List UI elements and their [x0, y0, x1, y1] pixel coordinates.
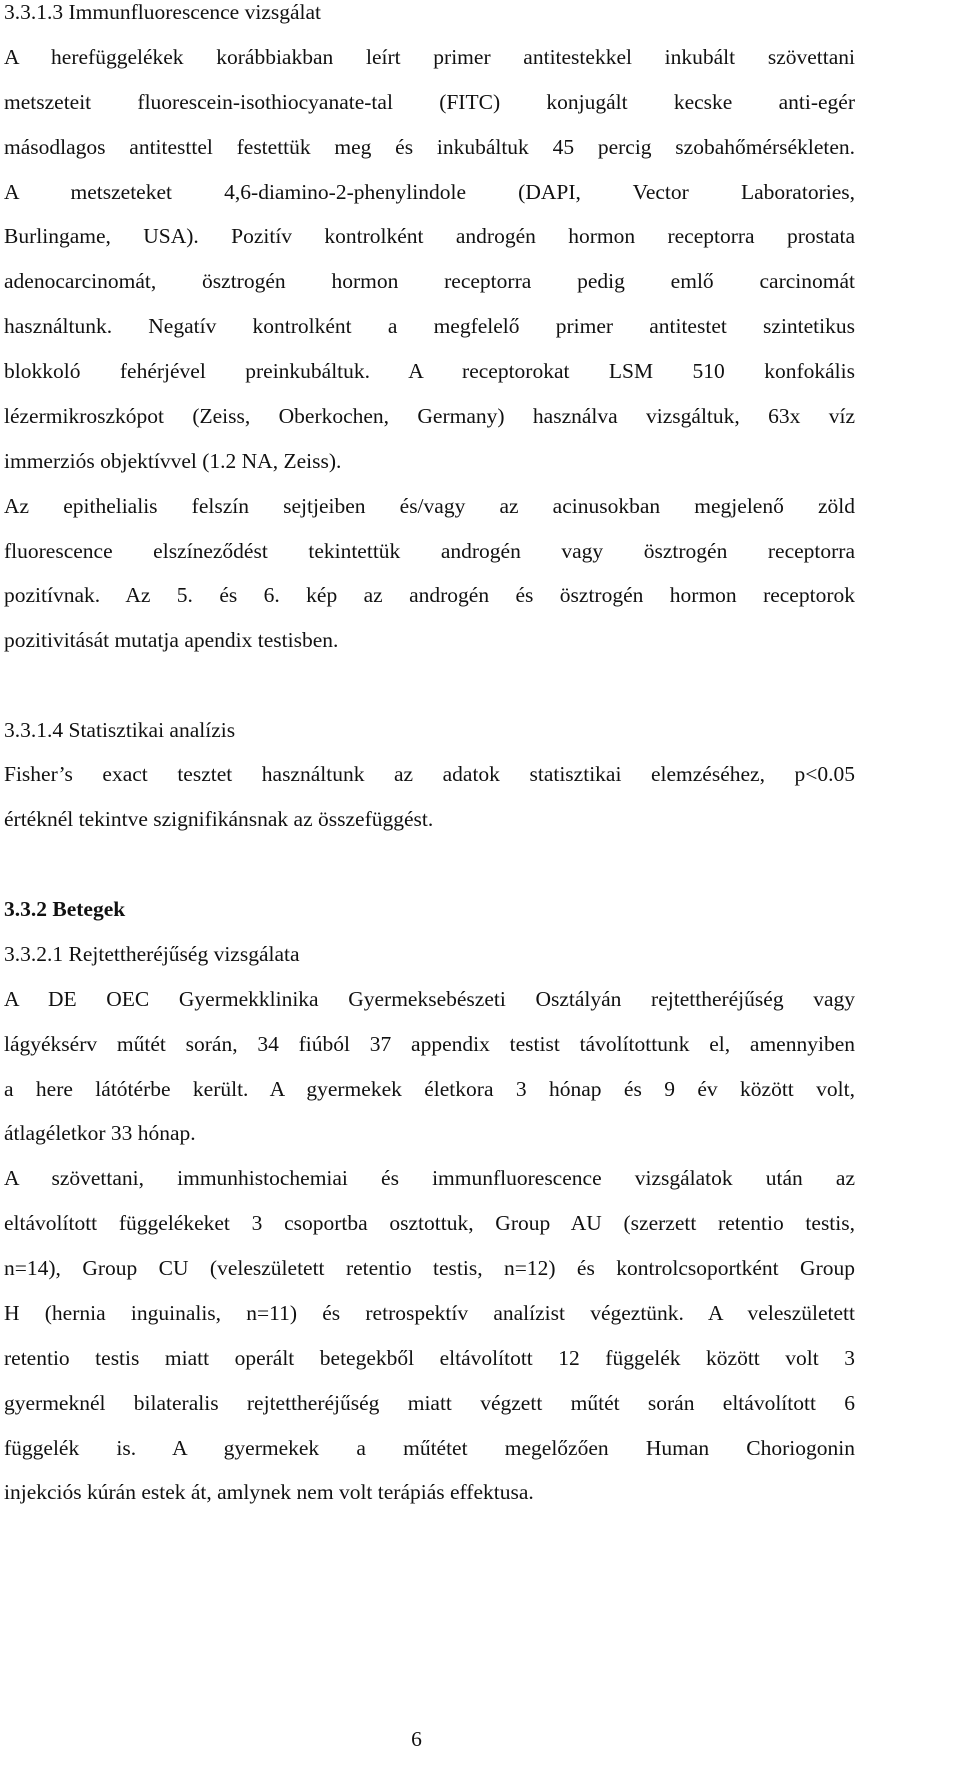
paragraph-line: A DE OEC Gyermekklinika Gyermeksebészeti Osztályán rejtettheréjűség vagy — [4, 987, 855, 1011]
paragraph-line: lágyéksérv műtét során, 34 fiúból 37 appendix testist távolítottunk el, amennyiben — [4, 1032, 855, 1056]
paragraph-line: másodlagos antitesttel festettük meg és inkubáltuk 45 percig szobahőmérsékleten. — [4, 135, 855, 159]
paragraph-line: fluorescence elszíneződést tekintettük androgén vagy ösztrogén receptorra — [4, 539, 855, 563]
paragraph-line: Az epithelialis felszín sejtjeiben és/vagy az acinusokban megjelenő zöld — [4, 494, 855, 518]
paragraph-line: Fisher’s exact tesztet használtunk az adatok statisztikai elemzéséhez, p<0.05 — [4, 762, 855, 786]
paragraph-line: metszeteit fluorescein-isothiocyanate-tal (FITC) konjugált kecske anti-egér — [4, 90, 855, 114]
paragraph-line: A herefüggelékek korábbiakban leírt primer antitestekkel inkubált szövettani — [4, 45, 855, 69]
paragraph-line: pozitívnak. Az 5. és 6. kép az androgén és ösztrogén hormon receptorok — [4, 583, 855, 607]
paragraph-line: adenocarcinomát, ösztrogén hormon receptorra pedig emlő carcinomát — [4, 269, 855, 293]
section-heading-statistics: 3.3.1.4 Statisztikai analízis — [4, 718, 236, 742]
paragraph-line: H (hernia inguinalis, n=11) és retrospektív analízist végeztünk. A veleszületett — [4, 1301, 855, 1325]
paragraph-line: A szövettani, immunhistochemiai és immunfluorescence vizsgálatok után az — [4, 1166, 855, 1190]
paragraph-line: a here látótérbe került. A gyermekek életkora 3 hónap és 9 év között volt, — [4, 1077, 855, 1101]
paragraph-line: pozitivitását mutatja apendix testisben. — [4, 628, 339, 652]
paragraph-line: függelék is. A gyermekek a műtétet megelőzően Human Choriogonin — [4, 1436, 855, 1460]
paragraph-line: blokkoló fehérjével preinkubáltuk. A receptorokat LSM 510 konfokális — [4, 359, 855, 383]
paragraph-line: immerziós objektívvel (1.2 NA, Zeiss). — [4, 449, 342, 473]
paragraph-line: átlagéletkor 33 hónap. — [4, 1121, 196, 1145]
paragraph-line: retentio testis miatt operált betegekből eltávolított 12 függelék között volt 3 — [4, 1346, 855, 1370]
subsection-heading-cryptorchidism: 3.3.2.1 Rejtettheréjűség vizsgálata — [4, 942, 300, 966]
paragraph-line: injekciós kúrán estek át, amlynek nem volt terápiás effektusa. — [4, 1480, 534, 1504]
paragraph-line: n=14), Group CU (veleszületett retentio testis, n=12) és kontrolcsoportként Group — [4, 1256, 855, 1280]
paragraph-line: eltávolított függelékeket 3 csoportba osztottuk, Group AU (szerzett retentio testis, — [4, 1211, 855, 1235]
paragraph-line: A metszeteket 4,6-diamino-2-phenylindole (DAPI, Vector Laboratories, — [4, 180, 855, 204]
paragraph-line: lézermikroszkópot (Zeiss, Oberkochen, Germany) használva vizsgáltuk, 63x víz — [4, 404, 855, 428]
paragraph-line: használtunk. Negatív kontrolként a megfelelő primer antitestet szintetikus — [4, 314, 855, 338]
paragraph-line: gyermeknél bilateralis rejtettheréjűség miatt végzett műtét során eltávolított 6 — [4, 1391, 855, 1415]
paragraph-line: Burlingame, USA). Pozitív kontrolként androgén hormon receptorra prostata — [4, 224, 855, 248]
section-heading-patients: 3.3.2 Betegek — [4, 897, 126, 921]
paragraph-line: értéknél tekintve szignifikánsnak az összefüggést. — [4, 807, 434, 831]
section-heading-immunofluorescence: 3.3.1.3 Immunfluorescence vizsgálat — [4, 0, 322, 24]
page-number: 6 — [411, 1727, 422, 1751]
